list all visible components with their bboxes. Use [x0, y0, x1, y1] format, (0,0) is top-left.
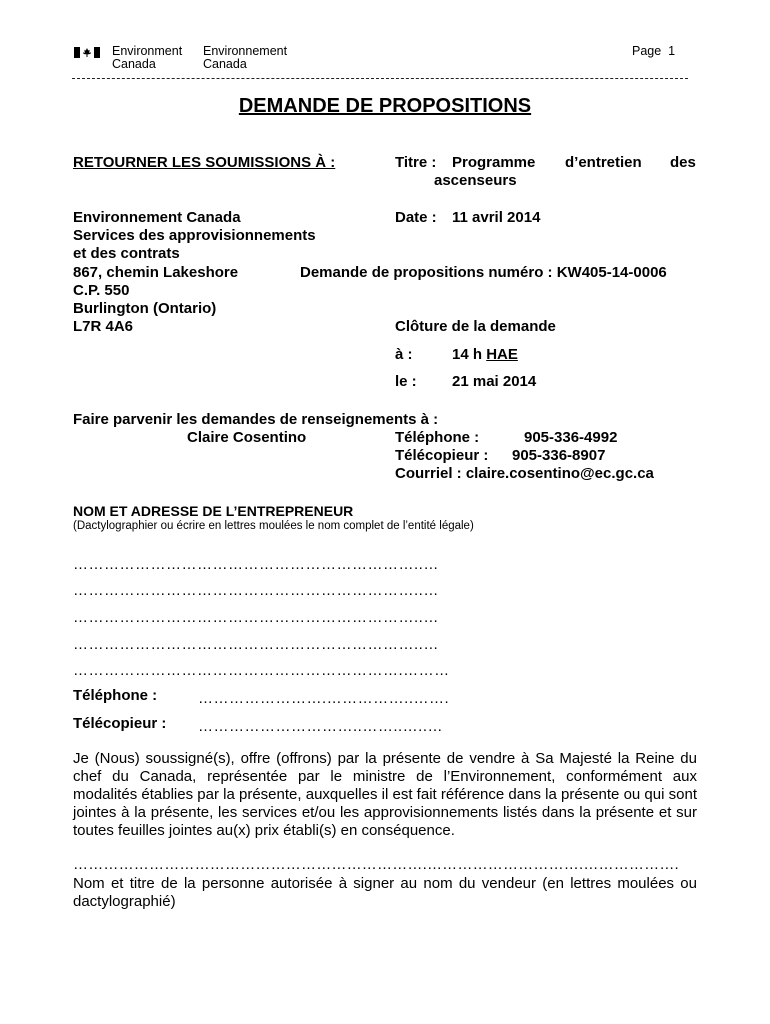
closing-heading: Clôture de la demande	[395, 318, 556, 335]
contractor-heading: NOM ET ADRESSE DE L’ENTREPRENEUR	[73, 503, 354, 519]
inquiries-contact-name: Claire Cosentino	[187, 429, 307, 446]
signature-blank-line[interactable]: …………………………………………………………….………………………….……………….	[73, 856, 679, 873]
contractor-phone-label: Téléphone :	[73, 687, 158, 704]
contractor-fax-blank[interactable]: …………………………..……..…..…	[198, 718, 444, 735]
page-indicator	[632, 45, 675, 58]
closing-time-value	[452, 346, 518, 364]
return-address-line: et des contrats	[73, 245, 180, 262]
inquiries-heading: Faire parvenir les demandes de renseignements à :	[73, 411, 439, 428]
date-value: 11 avril 2014	[452, 209, 541, 226]
contractor-blank-line[interactable]: ……………………………………………………….………	[73, 662, 450, 679]
titre-value-line2: ascenseurs	[434, 172, 517, 189]
inquiries-phone-label: Téléphone :	[395, 429, 480, 446]
dept-en-line2: Canada	[112, 57, 156, 71]
closing-date-label: le :	[395, 373, 417, 390]
offer-paragraph: Je (Nous) soussigné(s), offre (offrons) par la présente de vendre à Sa Majesté la Reine du chef du Canada, représentée par le ministre de l’Environnement, conformément aux modalités établies par la présente, auxquelles il est fait référence dans la présente ou qui sont jointes à la présente, les services et/ou les approvisionnements listés dans la présente et sur toutes feuilles jointes au(x) prix établi(s) en conséquence.	[73, 750, 697, 839]
return-heading: RETOURNER LES SOUMISSIONS À :	[73, 154, 336, 171]
date-label: Date :	[395, 209, 437, 226]
contractor-phone-blank[interactable]: …………………….……………..…….	[198, 690, 450, 707]
dept-fr-line2: Canada	[203, 57, 247, 71]
page-number: 1	[668, 44, 676, 58]
inquiries-email: Courriel : claire.cosentino@ec.gc.ca	[395, 465, 654, 482]
return-address-line: Services des approvisionnements	[73, 227, 316, 244]
titre-value-word: des	[670, 154, 696, 171]
signature-caption: Nom et titre de la personne autorisée à signer au nom du vendeur (en lettres moulées ou dactylographié)	[73, 875, 697, 910]
rfp-number-label: Demande de propositions numéro :	[300, 264, 553, 281]
document-title: DEMANDE DE PROPOSITIONS	[238, 95, 532, 117]
titre-label: Titre :	[395, 154, 437, 171]
contractor-blank-line[interactable]: …………………………………………………………..…	[73, 636, 439, 653]
return-address-line: C.P. 550	[73, 282, 130, 299]
contractor-fax-label: Télécopieur :	[73, 715, 167, 732]
closing-date-value: 21 mai 2014	[452, 373, 537, 390]
titre-value-word: d’entretien	[565, 154, 642, 171]
rfp-number-value: KW405-14-0006	[556, 264, 667, 281]
dept-en-line1: Environment	[112, 44, 183, 58]
contractor-note: (Dactylographier ou écrire en lettres moulées le nom complet de l’entité légale)	[73, 520, 474, 532]
page-label: Page	[632, 44, 662, 58]
inquiries-fax-value: 905-336-8907	[512, 447, 606, 464]
return-address-line: L7R 4A6	[73, 318, 134, 335]
contractor-blank-line[interactable]: …………………………………………………………..…	[73, 556, 439, 573]
canada-flag-icon	[74, 47, 100, 58]
titre-value-word: Programme	[452, 154, 536, 171]
inquiries-phone-value: 905-336-4992	[524, 429, 618, 446]
return-address-line: Burlington (Ontario)	[73, 300, 217, 317]
return-address-line: Environnement Canada	[73, 209, 241, 226]
dept-fr-line1: Environnement	[203, 44, 288, 58]
rfp-number	[300, 264, 667, 282]
contractor-blank-line[interactable]: …………………………………………………………..…	[73, 609, 439, 626]
closing-time-prefix: 14 h	[452, 346, 483, 363]
contractor-blank-line[interactable]: …………………………………………………………..…	[73, 582, 439, 599]
closing-time-label: à :	[395, 346, 413, 363]
header-divider	[72, 78, 688, 79]
return-address-line: 867, chemin Lakeshore	[73, 264, 239, 281]
closing-time-zone: HAE	[486, 346, 518, 363]
inquiries-fax-label: Télécopieur :	[395, 447, 489, 464]
